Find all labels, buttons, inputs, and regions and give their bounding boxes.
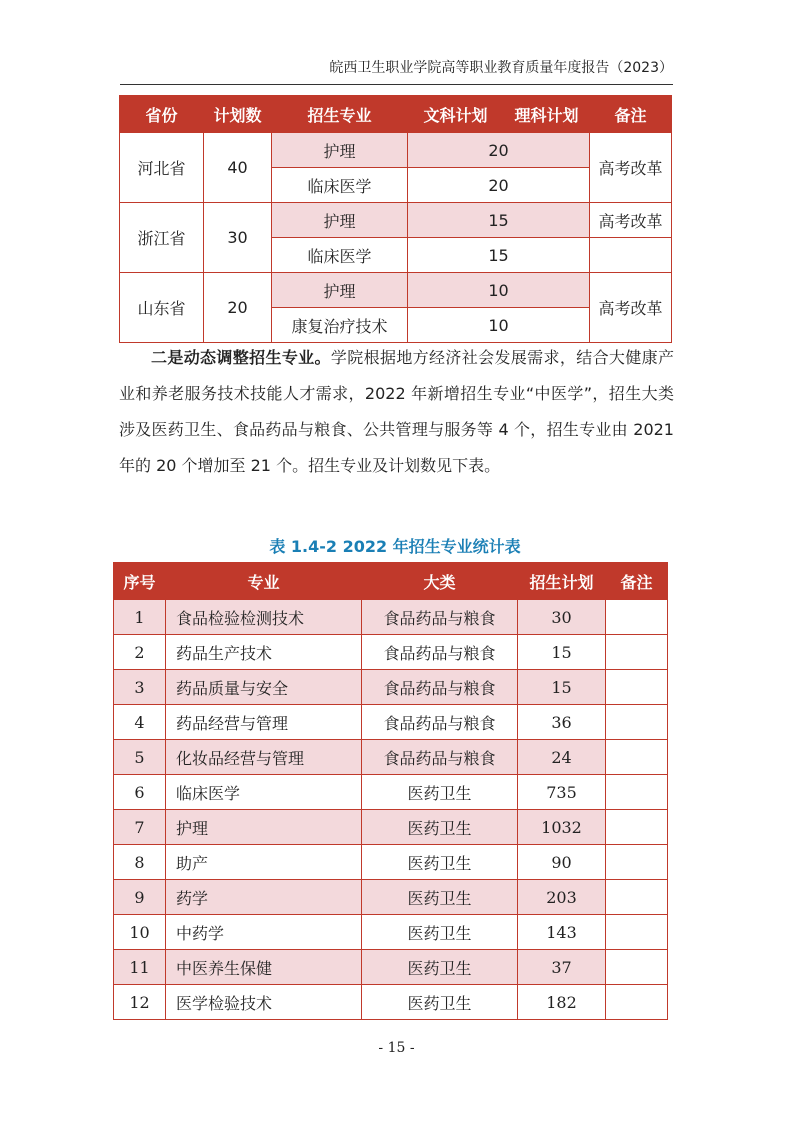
table-row (120, 203, 672, 238)
table-row (114, 600, 668, 635)
major-cell: 药品经营与管理 (166, 705, 362, 740)
index-cell: 12 (114, 985, 166, 1020)
count-cell: 15 (408, 203, 590, 238)
note-cell (606, 985, 668, 1020)
plan-cell: 203 (518, 880, 606, 915)
table-row (114, 985, 668, 1020)
category-cell: 食品药品与粮食 (362, 635, 518, 670)
category-cell: 医药卫生 (362, 810, 518, 845)
table-header-row (120, 96, 672, 133)
major-cell: 临床医学 (166, 775, 362, 810)
major-statistics-table (113, 562, 668, 1020)
note-cell (606, 950, 668, 985)
province-cell: 浙江省 (120, 203, 204, 273)
plan-cell: 24 (518, 740, 606, 775)
table-row (114, 845, 668, 880)
table-row (114, 775, 668, 810)
paragraph-body: 学院根据地方经济社会发展需求，结合大健康产业和养老服务技术技能人才需求，2022 年新增招生专业“中医学”，招生大类涉及医药卫生、食品药品与粮食、公共管理与服务等 4 个，招生专业由 2021 年的 20 个增加至 21 个。招生专业及计划数见下表。 (119, 348, 674, 475)
category-cell: 医药卫生 (362, 950, 518, 985)
major-cell: 康复治疗技术 (272, 308, 408, 343)
plan-cell: 15 (518, 670, 606, 705)
plan-cell: 90 (518, 845, 606, 880)
index-cell: 7 (114, 810, 166, 845)
note-cell (606, 810, 668, 845)
index-cell: 9 (114, 880, 166, 915)
table-row (114, 705, 668, 740)
note-cell (606, 845, 668, 880)
plan-cell: 30 (204, 203, 272, 273)
note-cell (606, 775, 668, 810)
note-cell (606, 635, 668, 670)
col-header: 备注 (606, 563, 668, 600)
col-header: 专业 (166, 563, 362, 600)
plan-cell: 20 (204, 273, 272, 343)
plan-cell: 735 (518, 775, 606, 810)
table-row (114, 670, 668, 705)
note-cell (606, 705, 668, 740)
count-cell: 15 (408, 238, 590, 273)
page-number: - 15 - (378, 1040, 415, 1056)
table-row (114, 880, 668, 915)
plan-cell: 30 (518, 600, 606, 635)
note-cell (606, 880, 668, 915)
plan-cell: 182 (518, 985, 606, 1020)
province-cell: 山东省 (120, 273, 204, 343)
table-row (114, 950, 668, 985)
note-cell (606, 670, 668, 705)
index-cell: 10 (114, 915, 166, 950)
category-cell: 医药卫生 (362, 985, 518, 1020)
index-cell: 2 (114, 635, 166, 670)
index-cell: 5 (114, 740, 166, 775)
major-cell: 护理 (272, 203, 408, 238)
major-cell: 临床医学 (272, 238, 408, 273)
province-plan-table (119, 95, 672, 343)
table-row (114, 915, 668, 950)
col-header: 大类 (362, 563, 518, 600)
table-row (114, 740, 668, 775)
col-header: 备注 (590, 96, 672, 133)
major-cell: 护理 (166, 810, 362, 845)
major-cell: 中医养生保健 (166, 950, 362, 985)
province-cell: 河北省 (120, 133, 204, 203)
col-header: 序号 (114, 563, 166, 600)
plan-cell: 1032 (518, 810, 606, 845)
major-cell: 化妆品经营与管理 (166, 740, 362, 775)
col-header: 文科计划 (408, 96, 504, 133)
plan-cell: 15 (518, 635, 606, 670)
note-cell (606, 915, 668, 950)
major-cell: 食品检验检测技术 (166, 600, 362, 635)
count-cell: 20 (408, 133, 590, 168)
category-cell: 医药卫生 (362, 915, 518, 950)
table-row (114, 635, 668, 670)
plan-cell: 37 (518, 950, 606, 985)
table-caption: 表 1.4-2 2022 年招生专业统计表 (269, 537, 521, 556)
index-cell: 1 (114, 600, 166, 635)
category-cell: 医药卫生 (362, 845, 518, 880)
body-paragraph (119, 340, 674, 484)
major-cell: 药学 (166, 880, 362, 915)
category-cell: 食品药品与粮食 (362, 705, 518, 740)
category-cell: 食品药品与粮食 (362, 600, 518, 635)
major-cell: 护理 (272, 133, 408, 168)
major-cell: 临床医学 (272, 168, 408, 203)
note-cell: 高考改革 (590, 203, 672, 238)
major-cell: 药品生产技术 (166, 635, 362, 670)
index-cell: 6 (114, 775, 166, 810)
col-header: 招生计划 (518, 563, 606, 600)
note-cell (606, 740, 668, 775)
table-header-row (114, 563, 668, 600)
count-cell: 10 (408, 273, 590, 308)
note-cell: 高考改革 (590, 273, 672, 343)
count-cell: 10 (408, 308, 590, 343)
plan-cell: 36 (518, 705, 606, 740)
index-cell: 4 (114, 705, 166, 740)
major-cell: 助产 (166, 845, 362, 880)
category-cell: 食品药品与粮食 (362, 740, 518, 775)
plan-cell: 143 (518, 915, 606, 950)
major-cell: 护理 (272, 273, 408, 308)
index-cell: 11 (114, 950, 166, 985)
category-cell: 食品药品与粮食 (362, 670, 518, 705)
table-row (114, 810, 668, 845)
category-cell: 医药卫生 (362, 775, 518, 810)
category-cell: 医药卫生 (362, 880, 518, 915)
col-header: 理科计划 (504, 96, 590, 133)
count-cell: 20 (408, 168, 590, 203)
table-row (120, 133, 672, 168)
note-cell: 高考改革 (590, 133, 672, 203)
plan-cell: 40 (204, 133, 272, 203)
index-cell: 8 (114, 845, 166, 880)
major-cell: 药品质量与安全 (166, 670, 362, 705)
table-row (120, 273, 672, 308)
index-cell: 3 (114, 670, 166, 705)
major-cell: 医学检验技术 (166, 985, 362, 1020)
col-header: 省份 (120, 96, 204, 133)
running-header: 皖西卫生职业学院高等职业教育质量年度报告（2023） (120, 58, 673, 85)
paragraph-lead: 二是动态调整招生专业。 (151, 348, 331, 367)
note-cell (590, 238, 672, 273)
major-cell: 中药学 (166, 915, 362, 950)
col-header: 招生专业 (272, 96, 408, 133)
note-cell (606, 600, 668, 635)
col-header: 计划数 (204, 96, 272, 133)
